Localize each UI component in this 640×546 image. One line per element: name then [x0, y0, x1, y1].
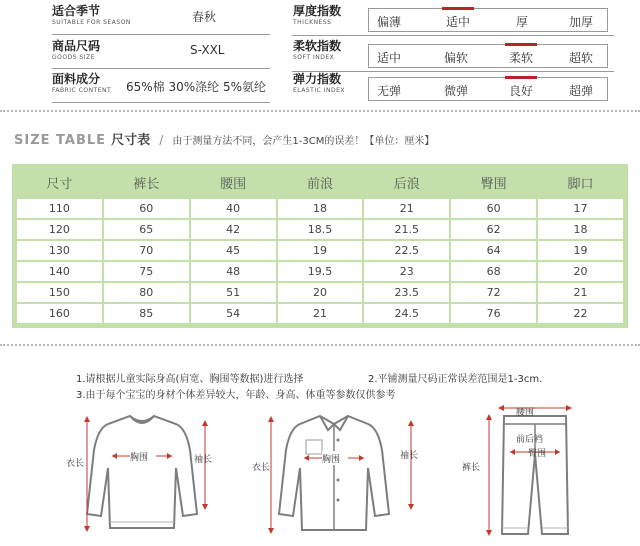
table-cell: 40	[191, 199, 276, 218]
divider	[52, 34, 270, 35]
table-cell: 120	[17, 220, 102, 239]
table-row	[17, 262, 623, 281]
thickness-selected-marker	[442, 7, 474, 10]
elastic-scale	[368, 77, 608, 101]
table-cell: 80	[104, 283, 189, 302]
pants-hip-label: 臀围	[528, 449, 547, 459]
table-cell: 22	[538, 304, 623, 323]
table-cell: 70	[104, 241, 189, 260]
table-cell: 48	[191, 262, 276, 281]
table-cell: 76	[451, 304, 536, 323]
table-cell: 24.5	[364, 304, 449, 323]
thickness-label: 厚度指数 THICKNESS	[293, 4, 342, 26]
header-cell: 臀围	[451, 169, 536, 197]
size-label: 商品尺码 GOODS SIZE	[52, 39, 101, 61]
season-value: 春秋	[192, 10, 217, 24]
header-cell: 后浪	[364, 169, 449, 197]
fabric-value: 65%棉 30%涤纶 5%氨纶	[126, 80, 267, 94]
table-row	[17, 304, 623, 323]
header-cell: 尺寸	[17, 169, 102, 197]
table-cell: 130	[17, 241, 102, 260]
heading-separator: /	[159, 133, 164, 147]
table-cell: 19	[278, 241, 363, 260]
elastic-option: 良好	[509, 84, 534, 98]
note-2: 2.平铺测量尺码正常误差范围是1-3cm.	[368, 374, 543, 385]
table-cell: 60	[451, 199, 536, 218]
table-row	[17, 241, 623, 260]
dotted-divider	[0, 344, 640, 346]
table-cell: 17	[538, 199, 623, 218]
header-cell: 前浪	[278, 169, 363, 197]
table-cell: 18	[278, 199, 363, 218]
sweater-chest-label: 胸围	[130, 453, 149, 463]
pants-waist-arrow	[498, 404, 572, 412]
header-cell: 裤长	[104, 169, 189, 197]
table-cell: 45	[191, 241, 276, 260]
pants-rise-label: 前后裆	[516, 435, 544, 445]
table-cell: 23	[364, 262, 449, 281]
softness-option: 超软	[569, 51, 594, 65]
table-cell: 19.5	[278, 262, 363, 281]
shirt-illustration	[278, 410, 390, 534]
shirt-length-arrow	[268, 416, 274, 534]
table-cell: 21	[278, 304, 363, 323]
table-cell: 19	[538, 241, 623, 260]
table-cell: 62	[451, 220, 536, 239]
elastic-selected-marker	[505, 76, 537, 79]
softness-option: 柔软	[509, 51, 534, 65]
table-header-row	[17, 169, 623, 197]
table-cell: 51	[191, 283, 276, 302]
thickness-option: 加厚	[569, 15, 594, 29]
pants-waist-label: 腰围	[516, 408, 535, 418]
table-cell: 21.5	[364, 220, 449, 239]
table-cell: 140	[17, 262, 102, 281]
table-cell: 20	[278, 283, 363, 302]
thickness-option: 厚	[516, 15, 529, 29]
table-cell: 75	[104, 262, 189, 281]
divider	[52, 68, 270, 69]
softness-option: 偏软	[444, 51, 469, 65]
size-value: S-XXL	[190, 43, 225, 57]
elastic-label: 弹力指数 ELASTIC INDEX	[293, 72, 345, 94]
note-3: 3.由于每个宝宝的身材个体差异较大，年龄、身高、体重等参数仅供参考	[76, 390, 396, 401]
thickness-scale	[368, 8, 608, 32]
table-cell: 72	[451, 283, 536, 302]
table-cell: 23.5	[364, 283, 449, 302]
sweater-length-label: 衣长	[66, 459, 85, 469]
season-label: 适合季节 SUITABLE FOR SEASON	[52, 4, 131, 26]
table-cell: 160	[17, 304, 102, 323]
table-row	[17, 283, 623, 302]
divider	[52, 102, 270, 103]
thickness-option: 偏薄	[377, 15, 402, 29]
note-1: 1.请根据儿童实际身高(肩宽、胸围等数据)进行选择	[76, 374, 304, 385]
pants-length-label: 裤长	[462, 463, 481, 473]
shirt-length-label: 衣长	[252, 463, 271, 473]
divider	[292, 35, 614, 36]
fabric-label: 面料成分 FABRIC CONTENT	[52, 72, 112, 94]
header-cell: 脚口	[538, 169, 623, 197]
dotted-divider	[0, 110, 640, 112]
table-cell: 18.5	[278, 220, 363, 239]
size-table-title-cn: 尺寸表	[111, 133, 151, 148]
shirt-chest-label: 胸围	[322, 455, 341, 465]
sweater-illustration	[86, 410, 198, 532]
table-row	[17, 220, 623, 239]
table-cell: 54	[191, 304, 276, 323]
softness-option: 适中	[377, 51, 402, 65]
elastic-option: 无弹	[377, 84, 402, 98]
table-cell: 21	[364, 199, 449, 218]
size-table	[12, 164, 628, 328]
elastic-option: 超弹	[569, 84, 594, 98]
size-table-title-en: SIZE TABLE	[14, 133, 107, 148]
shirt-sleeve-label: 袖长	[400, 451, 419, 461]
table-cell: 150	[17, 283, 102, 302]
size-table-heading	[14, 129, 434, 148]
softness-scale	[368, 44, 608, 68]
elastic-option: 微弹	[444, 84, 469, 98]
table-cell: 65	[104, 220, 189, 239]
sweater-sleeve-arrow	[202, 420, 208, 510]
header-cell: 腰围	[191, 169, 276, 197]
table-cell: 85	[104, 304, 189, 323]
table-cell: 64	[451, 241, 536, 260]
table-cell: 68	[451, 262, 536, 281]
product-attributes	[0, 0, 640, 104]
softness-selected-marker	[505, 43, 537, 46]
sweater-length-arrow	[84, 416, 90, 532]
shirt-sleeve-arrow	[408, 420, 414, 510]
sweater-sleeve-label: 袖长	[194, 455, 213, 465]
table-row	[17, 199, 623, 218]
size-table-grid	[15, 167, 625, 325]
pants-length-arrow	[486, 414, 492, 536]
softness-label: 柔软指数 SOFT INDEX	[293, 39, 342, 61]
thickness-option: 适中	[446, 15, 471, 29]
table-cell: 18	[538, 220, 623, 239]
size-table-note: 由于测量方法不同，会产生1-3CM的误差！【单位：厘米】	[172, 136, 435, 147]
table-cell: 20	[538, 262, 623, 281]
table-cell: 110	[17, 199, 102, 218]
table-cell: 42	[191, 220, 276, 239]
table-cell: 22.5	[364, 241, 449, 260]
table-cell: 60	[104, 199, 189, 218]
table-cell: 21	[538, 283, 623, 302]
